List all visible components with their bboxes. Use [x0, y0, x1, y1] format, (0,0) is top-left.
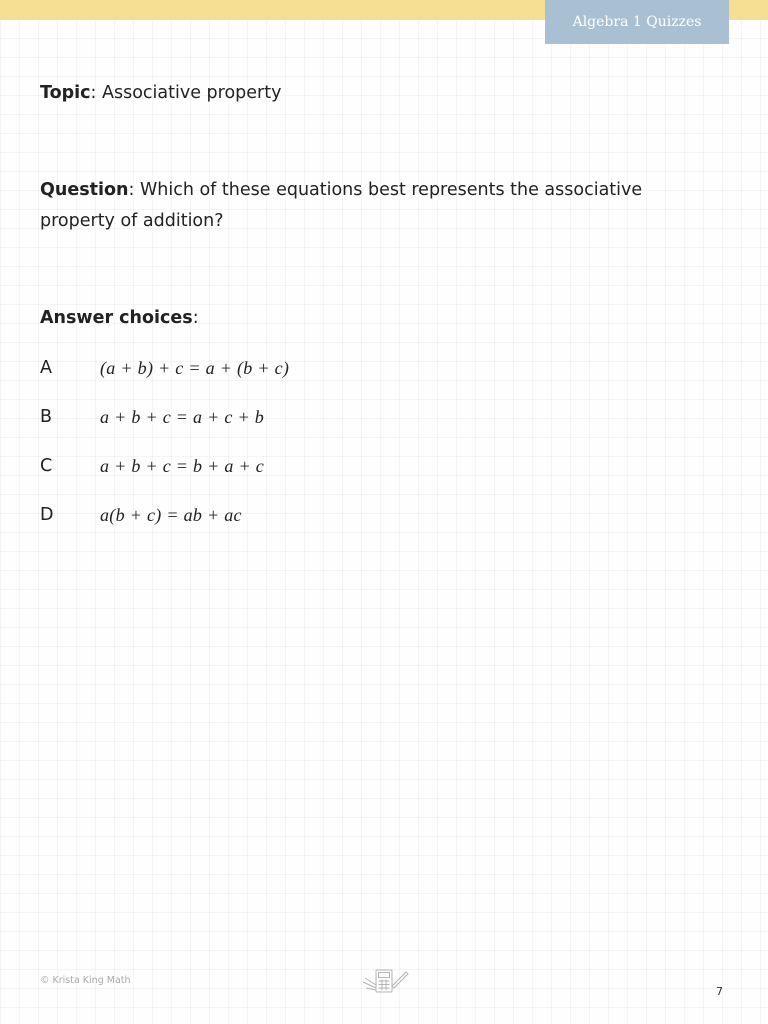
choice-letter: C: [40, 456, 53, 476]
question-text: Which of these equations best represents the associative property of addition?: [40, 180, 643, 231]
copyright-text: © Krista King Math: [40, 975, 131, 986]
choice-equation: (a + b) + c = a + (b + c): [100, 357, 290, 378]
answers-heading-label: Answer choices: [40, 308, 193, 328]
answer-choice-b: [40, 402, 264, 432]
calculator-pencil-logo-icon: [360, 966, 410, 996]
topic-text: Associative property: [102, 83, 282, 103]
answers-heading: Answer choices:: [40, 308, 199, 328]
section-tab: [545, 0, 729, 44]
answer-choice-a: [40, 353, 289, 383]
choice-letter: B: [40, 407, 53, 427]
choice-letter: A: [40, 358, 52, 378]
choice-equation: a + b + c = b + a + c: [100, 455, 265, 476]
question-line: Question: Which of these equations best represents the associative property of addition?: [40, 180, 643, 231]
answer-choice-d: [40, 500, 242, 530]
topic-label: Topic: [40, 83, 91, 103]
choice-letter: D: [40, 505, 54, 525]
choice-equation: a + b + c = a + c + b: [100, 406, 265, 427]
page-number: 7: [716, 985, 723, 998]
answer-choice-c: [40, 451, 264, 481]
section-tab-label: Algebra 1 Quizzes: [572, 14, 702, 30]
topic-line: Topic: Associative property: [40, 83, 282, 103]
choice-equation: a(b + c) = ab + ac: [100, 504, 242, 525]
question-label: Question: [40, 180, 129, 200]
